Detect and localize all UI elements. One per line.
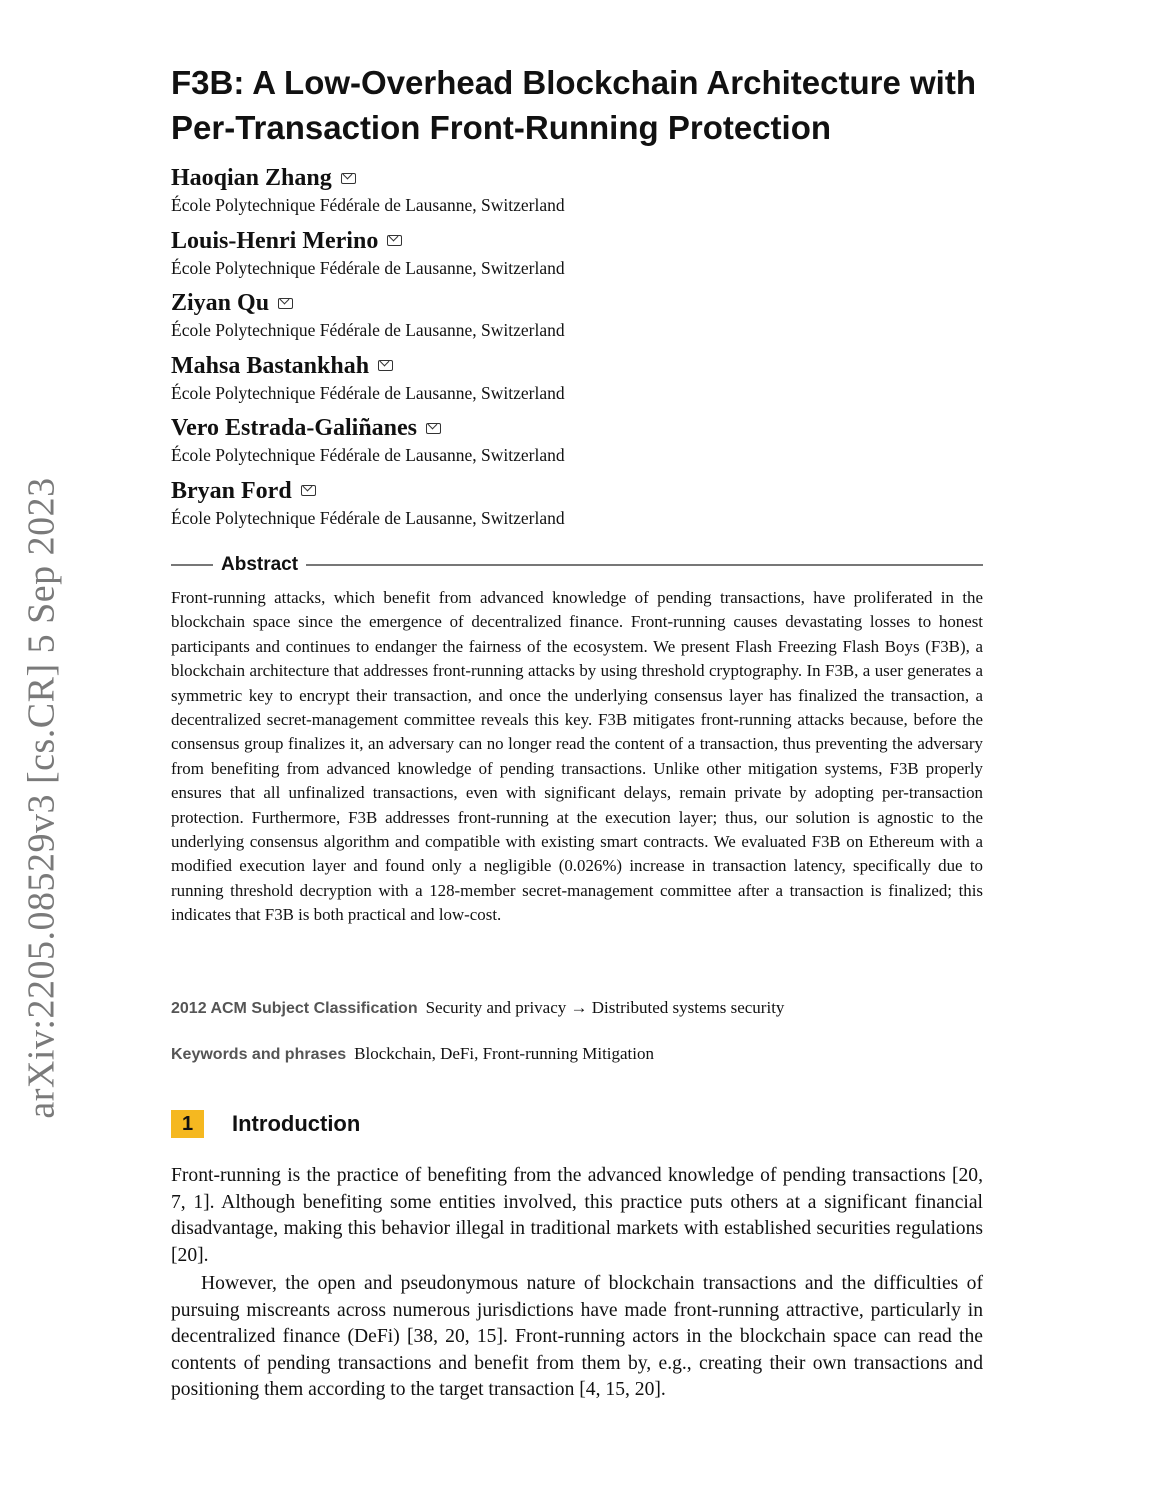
paper-title: F3B: A Low-Overhead Blockchain Architecture with Per-Transaction Front-Running Protection bbox=[171, 64, 976, 146]
section-number: 1 bbox=[171, 1110, 204, 1138]
author-affiliation: École Polytechnique Fédérale de Lausanne, Switzerland bbox=[171, 195, 565, 215]
divider bbox=[171, 564, 213, 566]
keywords bbox=[171, 1042, 983, 1067]
author-block bbox=[171, 227, 983, 290]
author-name: Mahsa Bastankhah bbox=[171, 352, 370, 379]
author-name: Haoqian Zhang bbox=[171, 165, 332, 191]
email-icon[interactable] bbox=[301, 485, 316, 496]
author-affiliation: École Polytechnique Fédérale de Lausanne, Switzerland bbox=[171, 445, 565, 465]
author-affiliation: École Polytechnique Fédérale de Lausanne, Switzerland bbox=[171, 382, 565, 403]
abstract-heading: Abstract bbox=[221, 554, 299, 575]
body-paragraph: Front-running is the practice of benefiting from the advanced knowledge of pending transactions [20, 7, 1]. Although benefiting some entities involved, this practice puts others at a significant financial disadvantage, making this behavior illegal in traditional markets with established securities regulations [20]. bbox=[171, 1165, 983, 1266]
email-icon[interactable] bbox=[278, 298, 293, 309]
email-icon[interactable] bbox=[341, 173, 356, 184]
author-block bbox=[171, 289, 983, 352]
author-affiliation: École Polytechnique Fédérale de Lausanne, Switzerland bbox=[171, 507, 565, 528]
author-name: Vero Estrada-Galiñanes bbox=[171, 415, 418, 441]
email-icon[interactable] bbox=[426, 423, 441, 434]
section-title: Introduction bbox=[232, 1111, 361, 1136]
abstract-header bbox=[171, 553, 983, 577]
acm-label: 2012 ACM Subject Classification bbox=[171, 1000, 418, 1017]
author-block bbox=[171, 164, 983, 227]
abstract-text: Front-running attacks, which benefit from advanced knowledge of pending transactions, have proliferated in the blockchain space since the emergence of decentralized finance. Front-running causes devastating losses to honest participants and continues to endanger the fairness of the ecosystem. We present Flash Freezing Flash Boys (F3B), a blockchain architecture that addresses front-running attacks by using threshold cryptography. In F3B, a user generates a symmetric key to encrypt their transaction, and once the underlying consensus layer has finalized the transaction, a decentralized secret-management committee reveals this key. F3B mitigates front-running attacks because, before the consensus group finalizes it, an adversary can no longer read the content of a transaction, thus preventing the adversary from benefiting from advanced knowledge of pending transactions. Unlike other mitigation systems, F3B properly ensures that all unfinalized transactions, even with significant delays, remain private by adopting per-transaction protection. Furthermore, F3B addresses front-running at the execution layer; thus, our solution is agnostic to the underlying consensus algorithm and compatible with existing smart contracts. We evaluated F3B on Ethereum with a modified execution layer and found only a negligible (0.026%) increase in transaction latency, specifically due to running threshold decryption with a 128-member secret-management committee after a transaction is finalized; this indicates that F3B is both practical and low-cost. bbox=[171, 588, 983, 925]
arxiv-id: arXiv:2205.08529v3 [cs.CR] 5 Sep 2023 bbox=[21, 477, 64, 1119]
acm-value: Security and privacy → Distributed systems security bbox=[425, 998, 785, 1017]
acm-classification bbox=[171, 996, 983, 1021]
author-name: Bryan Ford bbox=[171, 477, 292, 504]
author-block bbox=[171, 414, 983, 477]
body-paragraph: However, the open and pseudonymous nature of blockchain transactions and the difficulties of pursuing miscreants across numerous jurisdictions have made front-running attractive, particularly in decentralized finance (DeFi) [38, 20, 15]. Front-running actors in the blockchain space can read the contents of pending transactions and benefit from them by, e.g., creating their own transactions and positioning them according to the target transaction [4, 15, 20]. bbox=[171, 1273, 983, 1401]
author-name: Ziyan Qu bbox=[171, 290, 270, 316]
arxiv-sidebar bbox=[20, 453, 64, 1143]
email-icon[interactable] bbox=[387, 235, 402, 246]
author-name: Louis-Henri Merino bbox=[171, 227, 379, 254]
author-affiliation: École Polytechnique Fédérale de Lausanne, Switzerland bbox=[171, 320, 565, 340]
keywords-value: Blockchain, DeFi, Front-running Mitigation bbox=[354, 1044, 655, 1063]
section-heading bbox=[171, 1109, 360, 1139]
keywords-label: Keywords and phrases bbox=[171, 1046, 347, 1063]
author-affiliation: École Polytechnique Fédérale de Lausanne, Switzerland bbox=[171, 257, 565, 278]
author-block bbox=[171, 477, 983, 540]
email-icon[interactable] bbox=[378, 360, 393, 371]
divider bbox=[306, 564, 983, 566]
author-list bbox=[171, 164, 983, 539]
author-block bbox=[171, 352, 983, 415]
